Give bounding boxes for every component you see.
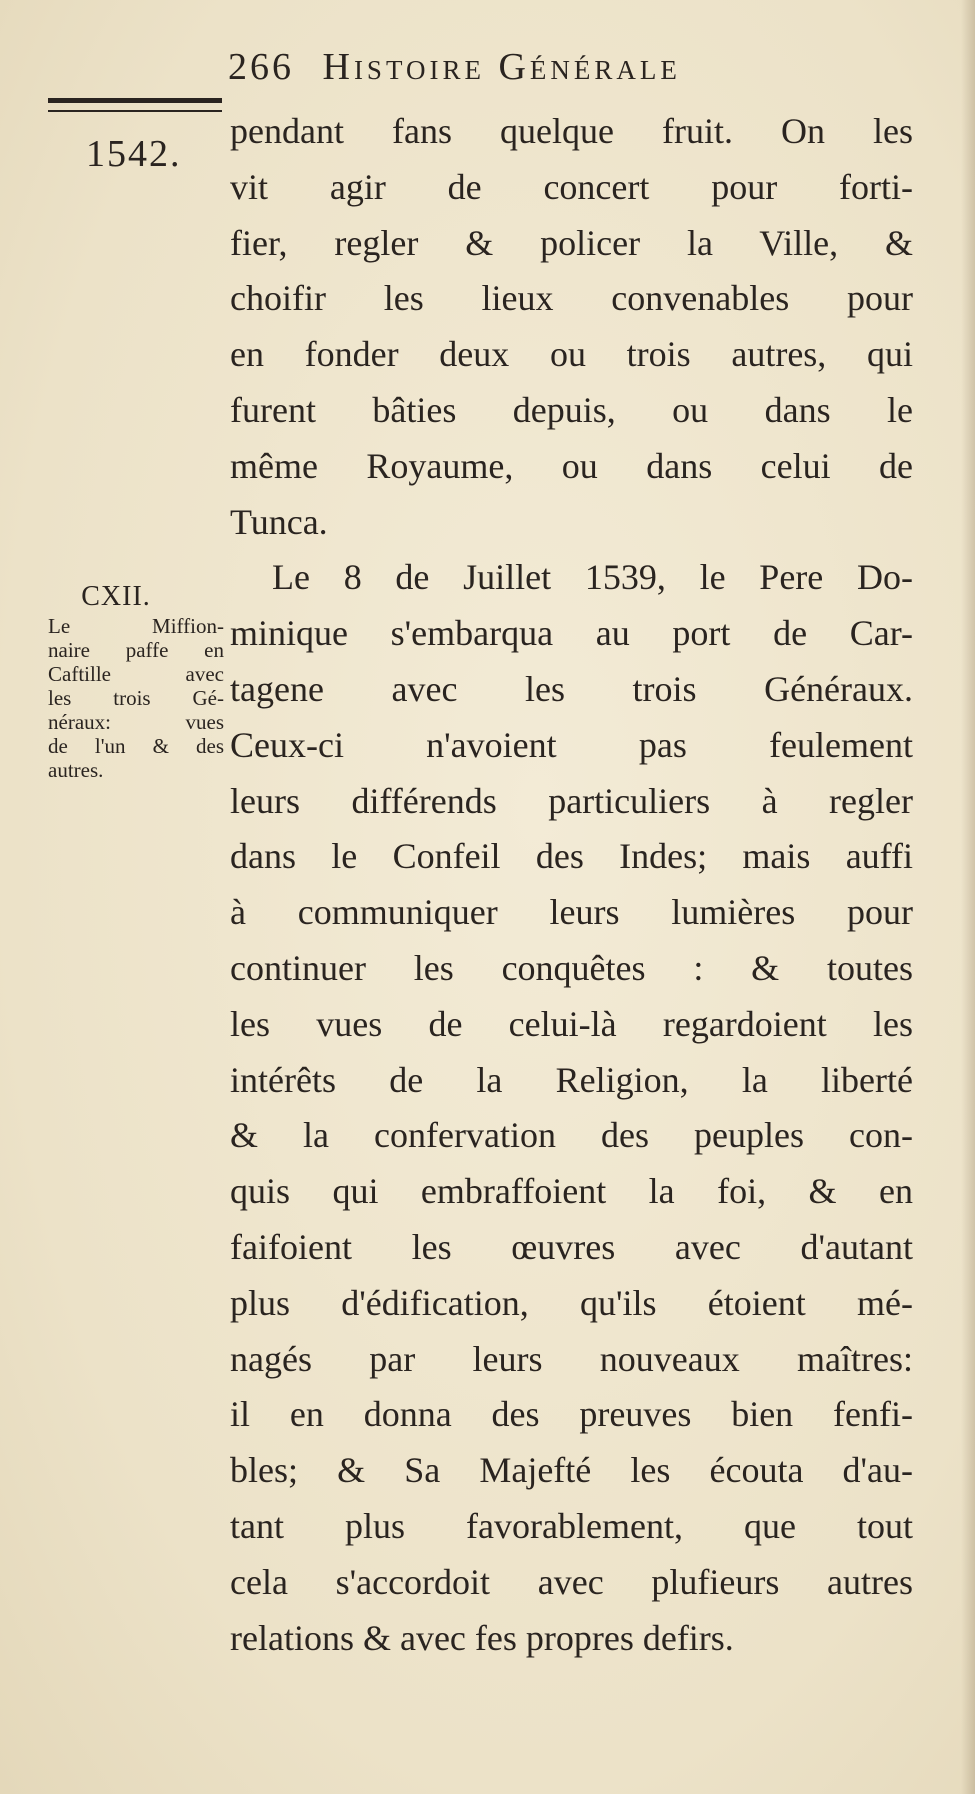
text-line: choifir les lieux convenables pour bbox=[230, 278, 913, 319]
text-line: cela s'accordoit avec plufieurs autres bbox=[230, 1561, 913, 1602]
text-line: intérêts de la Religion, la liberté bbox=[230, 1059, 913, 1100]
text-line: même Royaume, ou dans celui de bbox=[230, 445, 913, 486]
margin-note-line: les trois Gé- bbox=[48, 686, 224, 710]
text-line: & la confervation des peuples con- bbox=[230, 1115, 913, 1156]
text-line: Le 8 de Juillet 1539, le Pere Do- bbox=[272, 557, 913, 598]
margin-note-number: CXII. bbox=[81, 581, 151, 612]
margin-note-line: Le Miffion- bbox=[48, 614, 224, 638]
text-line: tagene avec les trois Généraux. bbox=[230, 668, 913, 709]
margin-note-line: naire paffe en bbox=[48, 638, 224, 662]
text-line: minique s'embarqua au port de Car- bbox=[230, 613, 913, 654]
margin-note-line: néraux: vues bbox=[48, 710, 224, 734]
text-line: vit agir de concert pour forti- bbox=[230, 166, 913, 207]
margin-note-line: de l'un & des bbox=[48, 734, 224, 758]
text-line: dans le Confeil des Indes; mais auffi bbox=[230, 836, 913, 877]
text-line: tant plus favorablement, que tout bbox=[230, 1505, 913, 1546]
text-line: bles; & Sa Majefté les écouta d'au- bbox=[230, 1450, 913, 1491]
text-line: Ceux-ci n'avoient pas feulement bbox=[230, 724, 913, 765]
text-line: faifoient les œuvres avec d'autant bbox=[230, 1226, 913, 1267]
margin-note-line: autres. bbox=[48, 758, 104, 782]
margin-note bbox=[48, 580, 224, 782]
text-line: Tunca. bbox=[230, 501, 328, 542]
text-line: à communiquer leurs lumières pour bbox=[230, 892, 913, 933]
text-line: relations & avec fes propres defirs. bbox=[230, 1617, 734, 1658]
text-line: pendant fans quelque fruit. On les bbox=[230, 111, 913, 151]
margin-note-line: Caftille avec bbox=[48, 662, 224, 686]
text-line: en fonder deux ou trois autres, qui bbox=[230, 334, 913, 375]
running-title: Histoire Générale bbox=[322, 46, 681, 88]
text-line: fier, regler & policer la Ville, & bbox=[230, 222, 913, 263]
page-number: 266 bbox=[228, 46, 294, 88]
running-header bbox=[228, 44, 888, 90]
margin-rule bbox=[48, 98, 222, 112]
text-line: plus d'édification, qu'ils étoient mé- bbox=[230, 1282, 913, 1323]
page-edge-shadow bbox=[961, 0, 975, 1794]
text-line: nagés par leurs nouveaux maîtres: bbox=[230, 1338, 913, 1379]
text-line: les vues de celui-là regardoient les bbox=[230, 1003, 913, 1044]
margin-year: 1542. bbox=[86, 133, 182, 175]
text-line: continuer les conquêtes : & toutes bbox=[230, 947, 913, 988]
body-text bbox=[230, 104, 913, 1666]
text-line: leurs différends particuliers à regler bbox=[230, 780, 913, 821]
text-line: quis qui embraffoient la foi, & en bbox=[230, 1171, 913, 1212]
text-line: il en donna des preuves bien fenfi- bbox=[230, 1394, 913, 1435]
text-line: furent bâties depuis, ou dans le bbox=[230, 389, 913, 430]
